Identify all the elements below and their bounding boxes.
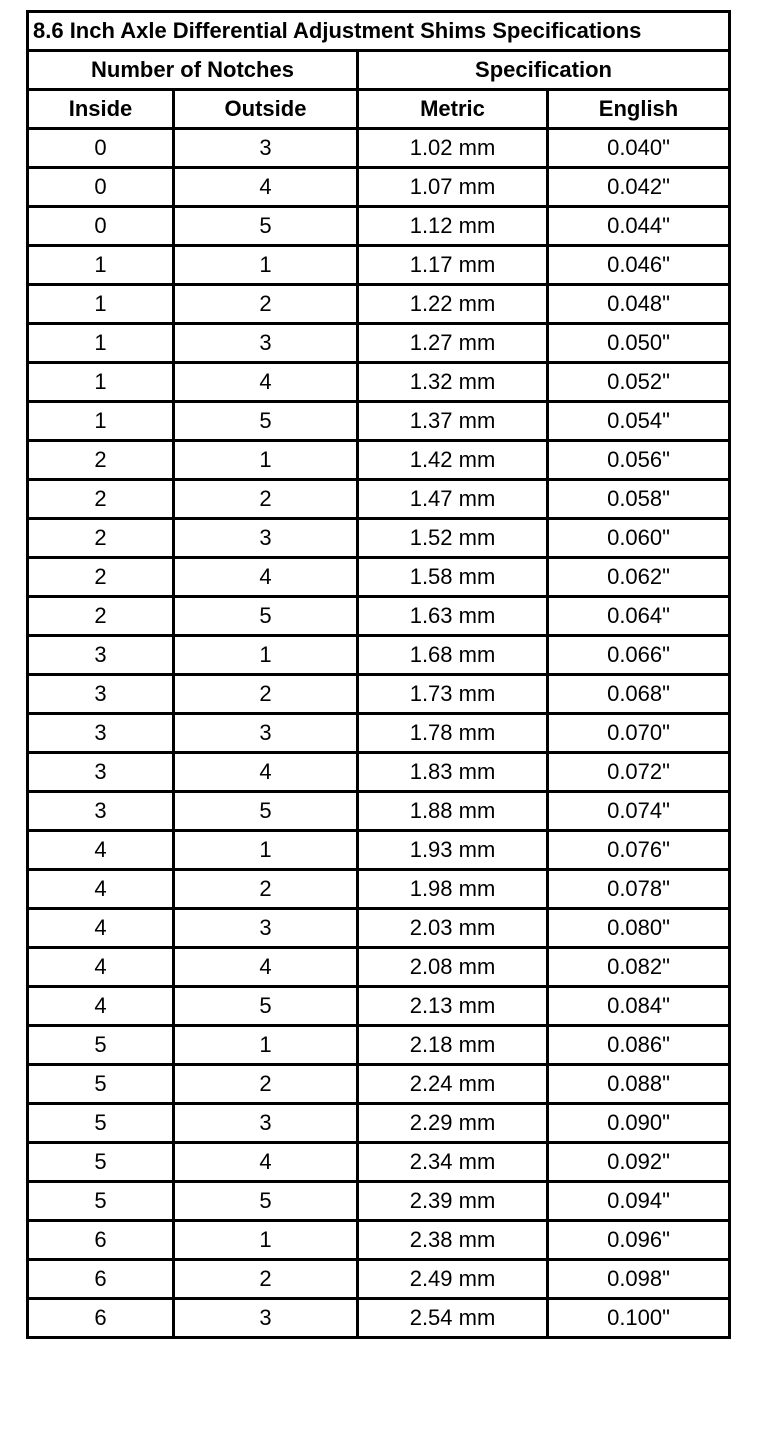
table-row: [28, 1221, 730, 1260]
table-row: [28, 285, 730, 324]
cell-metric: 1.78 mm: [358, 714, 548, 753]
cell-outside: 5: [174, 987, 358, 1026]
cell-metric: 1.17 mm: [358, 246, 548, 285]
table-row: [28, 1104, 730, 1143]
column-header-inside: Inside: [28, 90, 174, 129]
cell-outside: 2: [174, 480, 358, 519]
cell-inside: 1: [28, 324, 174, 363]
cell-english: 0.040": [548, 129, 730, 168]
cell-inside: 6: [28, 1299, 174, 1338]
cell-english: 0.070": [548, 714, 730, 753]
table-row: [28, 909, 730, 948]
cell-english: 0.074": [548, 792, 730, 831]
cell-english: 0.080": [548, 909, 730, 948]
cell-english: 0.082": [548, 948, 730, 987]
cell-metric: 2.18 mm: [358, 1026, 548, 1065]
cell-english: 0.058": [548, 480, 730, 519]
cell-english: 0.084": [548, 987, 730, 1026]
cell-outside: 1: [174, 636, 358, 675]
table-row: [28, 1182, 730, 1221]
cell-english: 0.054": [548, 402, 730, 441]
column-header-metric: Metric: [358, 90, 548, 129]
cell-metric: 2.54 mm: [358, 1299, 548, 1338]
cell-metric: 2.38 mm: [358, 1221, 548, 1260]
cell-metric: 1.02 mm: [358, 129, 548, 168]
table-row: [28, 1260, 730, 1299]
table-row: [28, 558, 730, 597]
table-row: [28, 519, 730, 558]
cell-inside: 0: [28, 168, 174, 207]
cell-metric: 1.58 mm: [358, 558, 548, 597]
column-header-english: English: [548, 90, 730, 129]
table-row: [28, 870, 730, 909]
cell-outside: 4: [174, 753, 358, 792]
cell-metric: 2.24 mm: [358, 1065, 548, 1104]
cell-metric: 1.73 mm: [358, 675, 548, 714]
cell-metric: 1.93 mm: [358, 831, 548, 870]
table-row: [28, 246, 730, 285]
cell-inside: 6: [28, 1260, 174, 1299]
cell-outside: 4: [174, 363, 358, 402]
cell-outside: 5: [174, 1182, 358, 1221]
cell-outside: 3: [174, 519, 358, 558]
cell-metric: 1.12 mm: [358, 207, 548, 246]
cell-metric: 1.83 mm: [358, 753, 548, 792]
table-row: [28, 675, 730, 714]
cell-english: 0.056": [548, 441, 730, 480]
cell-inside: 2: [28, 597, 174, 636]
table-row: [28, 129, 730, 168]
cell-english: 0.064": [548, 597, 730, 636]
table-row: [28, 597, 730, 636]
cell-inside: 2: [28, 558, 174, 597]
cell-outside: 1: [174, 1221, 358, 1260]
cell-inside: 5: [28, 1065, 174, 1104]
cell-english: 0.088": [548, 1065, 730, 1104]
cell-inside: 3: [28, 675, 174, 714]
cell-outside: 1: [174, 1026, 358, 1065]
cell-outside: 4: [174, 168, 358, 207]
cell-english: 0.092": [548, 1143, 730, 1182]
table-row: [28, 402, 730, 441]
cell-english: 0.052": [548, 363, 730, 402]
cell-outside: 2: [174, 1260, 358, 1299]
cell-inside: 4: [28, 948, 174, 987]
cell-metric: 1.47 mm: [358, 480, 548, 519]
cell-metric: 2.13 mm: [358, 987, 548, 1026]
table-row: [28, 207, 730, 246]
cell-english: 0.062": [548, 558, 730, 597]
cell-english: 0.044": [548, 207, 730, 246]
cell-inside: 2: [28, 441, 174, 480]
cell-metric: 1.63 mm: [358, 597, 548, 636]
cell-outside: 5: [174, 597, 358, 636]
cell-inside: 4: [28, 909, 174, 948]
cell-outside: 5: [174, 207, 358, 246]
cell-outside: 2: [174, 675, 358, 714]
cell-outside: 3: [174, 324, 358, 363]
cell-inside: 6: [28, 1221, 174, 1260]
table-row: [28, 480, 730, 519]
cell-outside: 4: [174, 558, 358, 597]
cell-inside: 5: [28, 1182, 174, 1221]
cell-metric: 1.32 mm: [358, 363, 548, 402]
group-header-row: [28, 51, 730, 90]
cell-english: 0.068": [548, 675, 730, 714]
table-row: [28, 753, 730, 792]
table-row: [28, 1143, 730, 1182]
cell-outside: 3: [174, 714, 358, 753]
cell-metric: 1.68 mm: [358, 636, 548, 675]
cell-inside: 5: [28, 1143, 174, 1182]
cell-inside: 3: [28, 753, 174, 792]
cell-english: 0.094": [548, 1182, 730, 1221]
cell-english: 0.050": [548, 324, 730, 363]
cell-outside: 2: [174, 870, 358, 909]
cell-english: 0.060": [548, 519, 730, 558]
cell-outside: 3: [174, 1299, 358, 1338]
cell-metric: 2.08 mm: [358, 948, 548, 987]
cell-english: 0.042": [548, 168, 730, 207]
cell-inside: 1: [28, 246, 174, 285]
table-row: [28, 363, 730, 402]
cell-english: 0.100": [548, 1299, 730, 1338]
table-row: [28, 792, 730, 831]
cell-inside: 0: [28, 207, 174, 246]
table-row: [28, 714, 730, 753]
table-row: [28, 1065, 730, 1104]
cell-english: 0.076": [548, 831, 730, 870]
cell-inside: 2: [28, 480, 174, 519]
cell-english: 0.078": [548, 870, 730, 909]
cell-inside: 1: [28, 363, 174, 402]
title-row: [28, 12, 730, 51]
cell-metric: 1.22 mm: [358, 285, 548, 324]
shim-specifications-table: [26, 10, 731, 1339]
table-title: 8.6 Inch Axle Differential Adjustment Shims Specifications: [28, 12, 730, 51]
cell-english: 0.096": [548, 1221, 730, 1260]
group-header-number-of-notches: Number of Notches: [28, 51, 358, 90]
cell-inside: 1: [28, 285, 174, 324]
cell-outside: 3: [174, 1104, 358, 1143]
cell-metric: 2.49 mm: [358, 1260, 548, 1299]
cell-english: 0.098": [548, 1260, 730, 1299]
column-header-outside: Outside: [174, 90, 358, 129]
cell-outside: 1: [174, 441, 358, 480]
cell-metric: 1.27 mm: [358, 324, 548, 363]
cell-inside: 2: [28, 519, 174, 558]
table-row: [28, 324, 730, 363]
table-row: [28, 1299, 730, 1338]
cell-outside: 2: [174, 1065, 358, 1104]
group-header-specification: Specification: [358, 51, 730, 90]
cell-inside: 5: [28, 1026, 174, 1065]
cell-metric: 2.03 mm: [358, 909, 548, 948]
cell-outside: 5: [174, 402, 358, 441]
cell-english: 0.072": [548, 753, 730, 792]
cell-metric: 1.88 mm: [358, 792, 548, 831]
cell-metric: 1.07 mm: [358, 168, 548, 207]
table-body: [28, 129, 730, 1338]
cell-english: 0.086": [548, 1026, 730, 1065]
cell-inside: 3: [28, 792, 174, 831]
cell-outside: 1: [174, 246, 358, 285]
cell-inside: 5: [28, 1104, 174, 1143]
table-row: [28, 168, 730, 207]
cell-inside: 0: [28, 129, 174, 168]
cell-outside: 2: [174, 285, 358, 324]
cell-inside: 3: [28, 636, 174, 675]
cell-inside: 4: [28, 870, 174, 909]
table-row: [28, 636, 730, 675]
cell-metric: 2.34 mm: [358, 1143, 548, 1182]
table-row: [28, 441, 730, 480]
cell-metric: 1.42 mm: [358, 441, 548, 480]
cell-metric: 2.29 mm: [358, 1104, 548, 1143]
table-row: [28, 831, 730, 870]
cell-outside: 4: [174, 1143, 358, 1182]
cell-english: 0.090": [548, 1104, 730, 1143]
table-row: [28, 1026, 730, 1065]
cell-english: 0.066": [548, 636, 730, 675]
column-header-row: [28, 90, 730, 129]
cell-outside: 3: [174, 129, 358, 168]
cell-metric: 1.98 mm: [358, 870, 548, 909]
table-row: [28, 948, 730, 987]
cell-inside: 1: [28, 402, 174, 441]
cell-inside: 4: [28, 987, 174, 1026]
cell-outside: 4: [174, 948, 358, 987]
cell-inside: 4: [28, 831, 174, 870]
cell-english: 0.048": [548, 285, 730, 324]
cell-outside: 3: [174, 909, 358, 948]
cell-metric: 2.39 mm: [358, 1182, 548, 1221]
cell-english: 0.046": [548, 246, 730, 285]
table-row: [28, 987, 730, 1026]
cell-outside: 1: [174, 831, 358, 870]
cell-outside: 5: [174, 792, 358, 831]
cell-metric: 1.37 mm: [358, 402, 548, 441]
cell-metric: 1.52 mm: [358, 519, 548, 558]
cell-inside: 3: [28, 714, 174, 753]
